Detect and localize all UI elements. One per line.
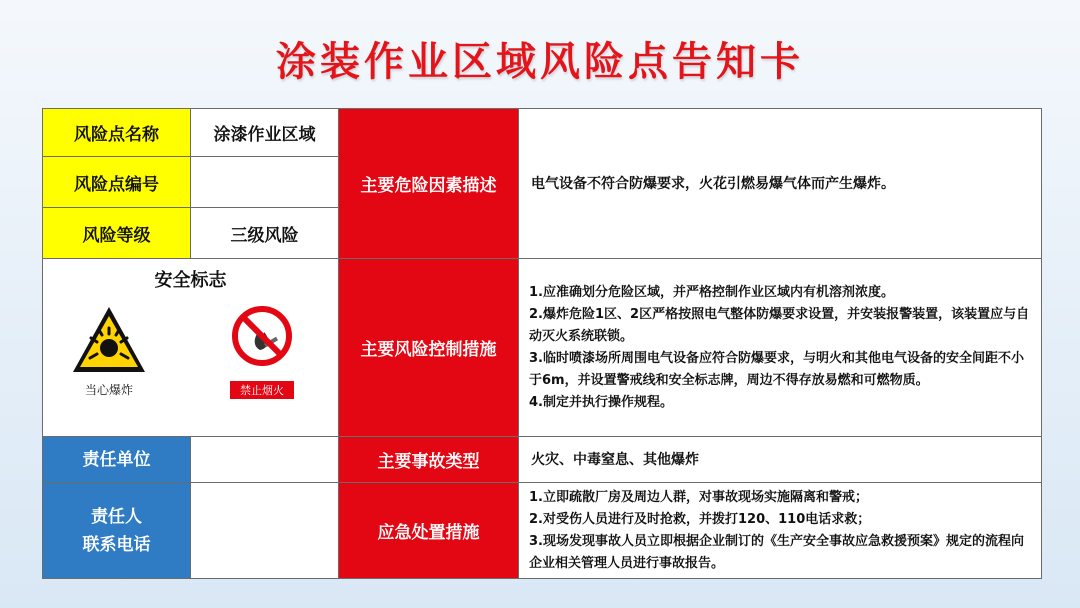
control-item-2: 2.爆炸危险1区、2区严格按照电气整体防爆要求设置，并安装报警装置，该装置应与自动灭火系统联锁。 xyxy=(529,306,1030,344)
no-open-flame-icon xyxy=(230,304,294,368)
safety-signs-title: 安全标志 xyxy=(154,269,227,291)
emergency-item-2: 2.对受伤人员进行及时抢救，并拨打120、110电话求救； xyxy=(529,511,871,527)
explosion-sign xyxy=(59,304,159,398)
emergency-label: 应急处置措施 xyxy=(339,483,519,579)
explosion-caption: 当心爆炸 xyxy=(84,382,133,397)
emergency-measures-cell xyxy=(519,483,1042,579)
control-row xyxy=(43,259,1042,437)
emergency-row xyxy=(43,483,1042,579)
risk-level-label: 风险等级 xyxy=(43,208,191,259)
control-label: 主要风险控制措施 xyxy=(339,259,519,437)
hazard-text: 电气设备不符合防爆要求，火花引燃易爆气体而产生爆炸。 xyxy=(519,109,1042,259)
control-item-1: 1.应准确划分危险区域，并严格控制作业区域内有机溶剂浓度。 xyxy=(529,284,894,300)
contact-label xyxy=(43,483,191,579)
risk-name-label: 风险点名称 xyxy=(43,109,191,157)
contact-value xyxy=(191,483,339,579)
emergency-item-1: 1.立即疏散厂房及周边人群，对事故现场实施隔离和警戒； xyxy=(529,489,868,505)
control-measures-cell xyxy=(519,259,1042,437)
safety-signs-cell xyxy=(43,259,339,437)
risk-level-value: 三级风险 xyxy=(191,208,339,259)
responsible-unit-value xyxy=(191,437,339,483)
contact-label-line1: 责任人 xyxy=(91,506,142,527)
risk-code-label: 风险点编号 xyxy=(43,157,191,208)
no-fire-sign xyxy=(217,304,307,399)
emergency-item-3: 3.现场发现事故人员立即根据企业制订的《生产安全事故应急救援预案》规定的流程向企业相关管理人员进行事故报告。 xyxy=(529,533,1024,571)
risk-code-value xyxy=(191,157,339,208)
accident-type-label: 主要事故类型 xyxy=(339,437,519,483)
contact-label-line2: 联系电话 xyxy=(82,534,151,555)
page-title: 涂装作业区域风险点告知卡 xyxy=(276,39,804,85)
explosion-warning-icon xyxy=(70,304,148,376)
control-item-4: 4.制定并执行操作规程。 xyxy=(529,394,673,410)
control-item-3: 3.临时喷漆场所周围电气设备应符合防爆要求，与明火和其他电气设备的安全间距不小于6m，并设置警戒线和安全标志牌，周边不得存放易燃和可燃物质。 xyxy=(529,350,1024,388)
hazard-label: 主要危险因素描述 xyxy=(339,109,519,259)
accident-type-value: 火灾、中毒窒息、其他爆炸 xyxy=(519,437,1042,483)
responsible-unit-label: 责任单位 xyxy=(43,437,191,483)
accident-row xyxy=(43,437,1042,483)
no-fire-caption: 禁止烟火 xyxy=(230,381,294,399)
risk-name-row xyxy=(43,109,1042,157)
risk-name-value: 涂漆作业区域 xyxy=(191,109,339,157)
risk-card-table xyxy=(42,108,1042,579)
